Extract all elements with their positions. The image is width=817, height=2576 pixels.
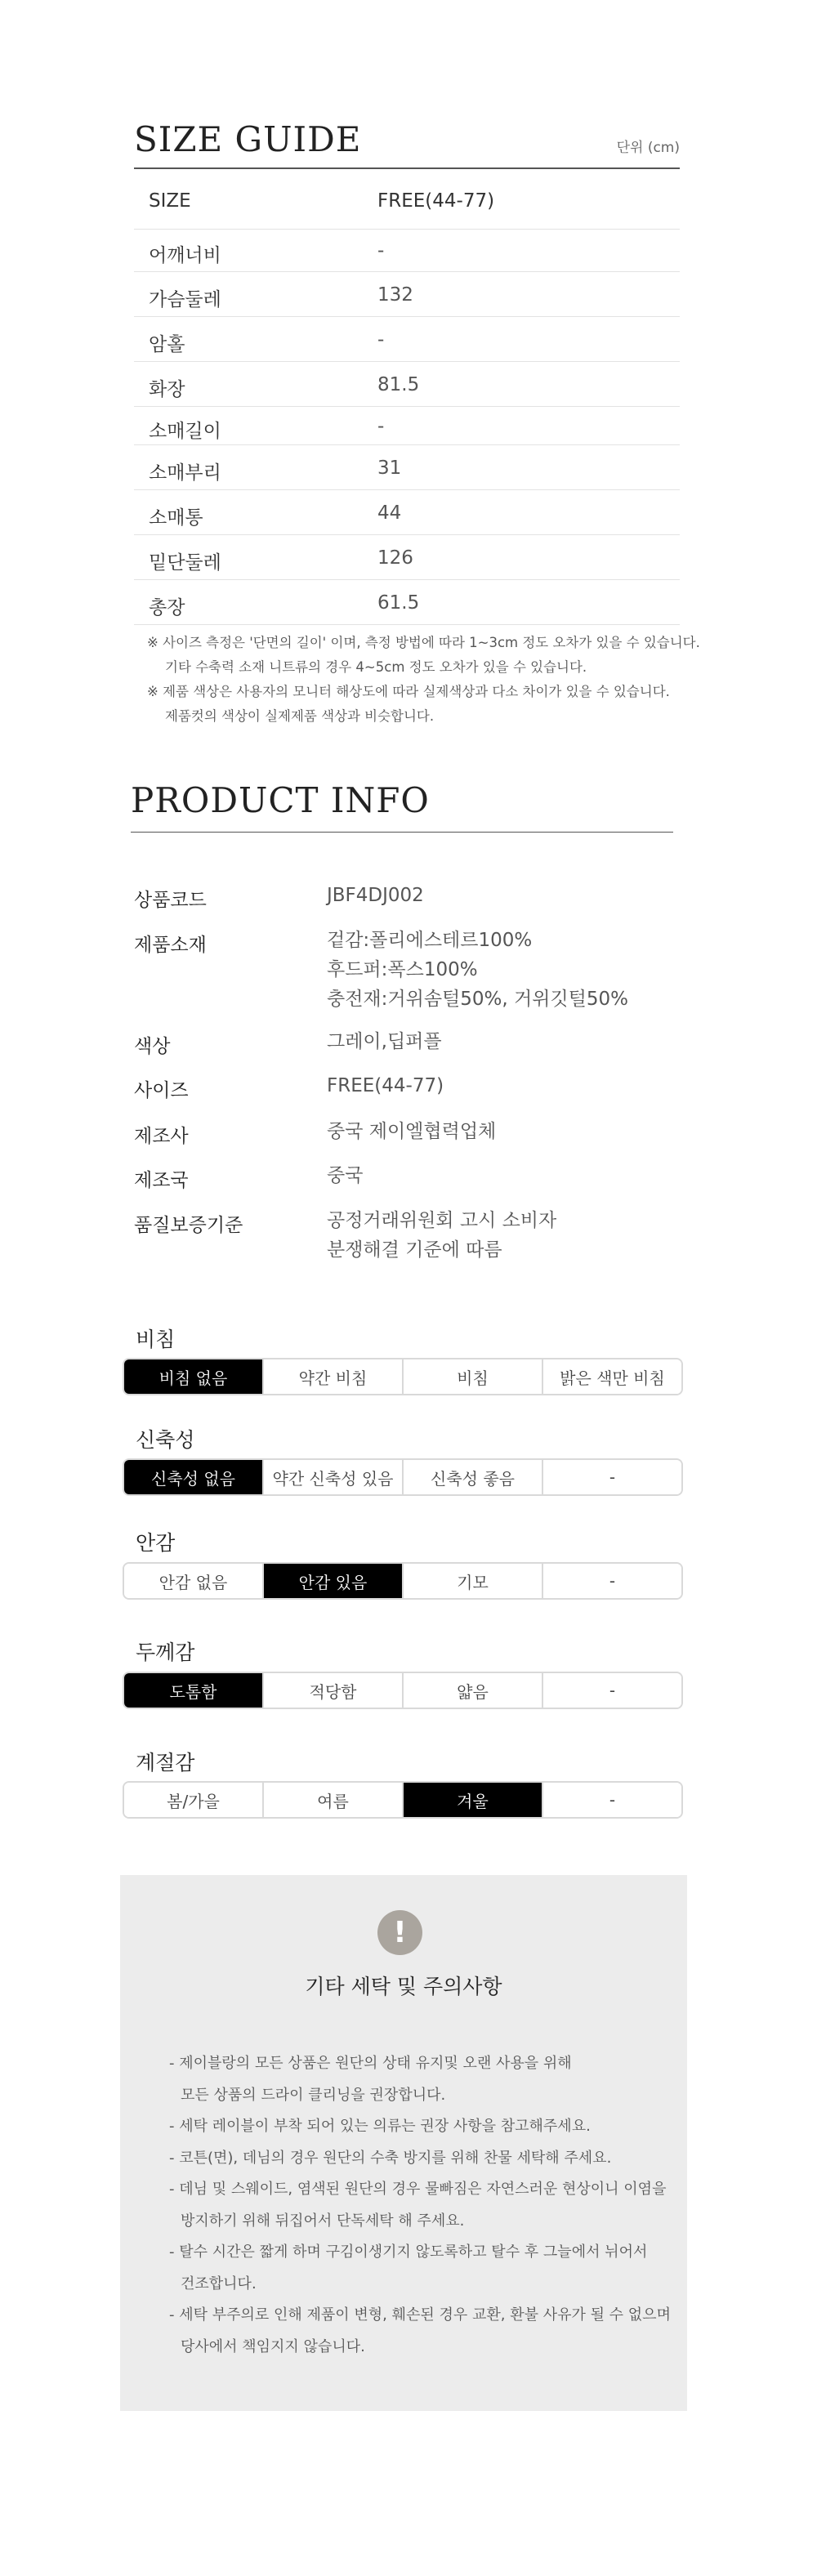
attribute-option: - [543, 1460, 681, 1494]
product-info-value-line: 후드퍼:폭스100% [327, 959, 478, 980]
size-row-label: 소매부리 [149, 462, 221, 484]
care-item-line: 모든 상품의 드라이 클리닝을 권장합니다. [181, 2086, 446, 2104]
size-notes [147, 631, 700, 729]
product-info-value-line: 공정거래위원회 고시 소비자 [327, 1210, 557, 1231]
product-info-value [327, 1206, 556, 1265]
product-info-label: 품질보증기준 [134, 1215, 243, 1236]
attribute-option: - [543, 1564, 681, 1598]
product-info-value-line: 충전재:거위솜털50%, 거위깃털50% [327, 989, 629, 1010]
care-notice-box [120, 1875, 687, 2411]
attribute-option: 비침 [404, 1359, 543, 1394]
size-table-row [134, 230, 680, 272]
size-row-label: 총장 [149, 597, 185, 618]
size-table-row [134, 535, 680, 580]
size-row-value: 61.5 [377, 592, 420, 614]
attribute-option: 적당함 [264, 1673, 404, 1708]
attribute-option: 여름 [264, 1783, 404, 1817]
attribute-option: 약간 비침 [264, 1359, 404, 1394]
attribute-label: 안감 [136, 1531, 176, 1555]
size-row-label: 암홀 [149, 334, 185, 355]
attribute-option: - [543, 1673, 681, 1708]
product-info-value-line: JBF4DJ002 [327, 885, 424, 906]
size-unit-label: 단위 (cm) [616, 140, 680, 156]
size-table-row [134, 580, 680, 625]
product-info-label: 제조국 [134, 1170, 189, 1191]
size-table-row [134, 362, 680, 407]
care-item [169, 2174, 671, 2237]
product-info-value-line: 분쟁해결 기준에 따름 [327, 1239, 502, 1261]
product-info-value [327, 881, 424, 910]
size-row-label: 소매통 [149, 507, 203, 529]
attribute-scale [123, 1781, 683, 1819]
product-info-label: 제조사 [134, 1126, 189, 1147]
product-info-value-line: 중국 제이엘협력업체 [327, 1121, 497, 1142]
size-row-value: 44 [377, 502, 402, 524]
attribute-label: 비침 [136, 1328, 176, 1351]
attribute-option: - [543, 1783, 681, 1817]
attribute-label: 두께감 [136, 1641, 195, 1664]
product-info-value [327, 1161, 363, 1190]
size-row-value: 81.5 [377, 374, 420, 395]
care-item [169, 2143, 671, 2175]
size-row-value: - [377, 416, 385, 437]
attribute-scale [123, 1672, 683, 1709]
care-item [169, 2111, 671, 2143]
attribute-option: 신축성 없음 [124, 1460, 264, 1494]
size-table-row [134, 490, 680, 535]
attribute-label: 신축성 [136, 1428, 195, 1452]
care-list [169, 2048, 671, 2363]
attribute-option: 안감 있음 [264, 1564, 404, 1598]
size-table-row [134, 407, 680, 445]
product-info-value [327, 1117, 496, 1146]
size-table-header-row [134, 169, 680, 230]
size-header-label: SIZE [149, 190, 191, 212]
size-row-value: - [377, 329, 385, 350]
size-note: 제품컷의 색상이 실제제품 색상과 비슷합니다. [165, 708, 435, 724]
care-item-line: - 세탁 레이블이 부착 되어 있는 의류는 권장 사항을 참고해주세요. [169, 2118, 591, 2135]
care-item-line: - 제이블랑의 모든 상품은 원단의 상태 유지및 오랜 사용을 위해 [169, 2055, 572, 2072]
care-item-line: - 세탁 부주의로 인해 제품이 변형, 훼손된 경우 교환, 환불 사유가 될 수 없으며 [169, 2306, 671, 2324]
product-info-label: 제품소재 [134, 935, 207, 956]
size-table-row [134, 317, 680, 362]
size-note: ※ 제품 색상은 사용자의 모니터 해상도에 따라 실제색상과 다소 차이가 있을 수 있습니다. [147, 684, 670, 699]
care-item [169, 2048, 671, 2111]
attribute-option: 겨울 [404, 1783, 543, 1817]
size-row-label: 화장 [149, 379, 185, 400]
care-item-line: - 코튼(면), 데님의 경우 원단의 수축 방지를 위해 찬물 세탁해 주세요. [169, 2149, 612, 2167]
care-item-line: 방지하기 위해 뒤집어서 단독세탁 해 주세요. [181, 2212, 465, 2230]
attribute-option: 밝은 색만 비침 [543, 1359, 681, 1394]
care-title: 기타 세탁 및 주의사항 [305, 1975, 502, 1998]
attribute-option: 얇음 [404, 1673, 543, 1708]
attribute-option: 봄/가을 [124, 1783, 264, 1817]
attribute-option: 안감 없음 [124, 1564, 264, 1598]
attribute-scale [123, 1358, 683, 1395]
size-row-label: 소매길이 [149, 421, 221, 442]
product-info-title: PRODUCT INFO [131, 780, 430, 820]
product-info-value-line: 그레이,딥퍼플 [327, 1031, 442, 1052]
attribute-option: 비침 없음 [124, 1359, 264, 1394]
size-row-label: 어깨너비 [149, 245, 221, 266]
attribute-scale [123, 1562, 683, 1600]
attribute-label: 계절감 [136, 1751, 195, 1775]
size-guide-title: SIZE GUIDE [134, 119, 362, 159]
product-info-value-line: FREE(44-77) [327, 1075, 444, 1096]
size-table [134, 169, 680, 625]
size-row-label: 가슴둘레 [149, 289, 221, 310]
product-info-label: 색상 [134, 1036, 171, 1057]
size-note: ※ 사이즈 측정은 '단면의 길이' 이며, 측정 방법에 따라 1~3cm 정도 오차가 있을 수 있습니다. [147, 635, 700, 650]
product-info-divider [131, 832, 673, 833]
size-table-body [134, 230, 680, 625]
size-table-row [134, 272, 680, 317]
care-item-line: 당사에서 책임지지 않습니다. [181, 2337, 365, 2355]
size-row-value: 31 [377, 458, 402, 479]
product-info-label: 사이즈 [134, 1080, 189, 1101]
exclamation-icon: ! [377, 1910, 422, 1955]
product-info-label: 상품코드 [134, 890, 207, 911]
product-info-value-line: 중국 [327, 1165, 364, 1186]
care-item-line: 건조합니다. [181, 2275, 257, 2293]
attribute-option: 도톰함 [124, 1673, 264, 1708]
product-info-value-line: 겉감:폴리에스테르100% [327, 930, 533, 951]
attribute-option: 기모 [404, 1564, 543, 1598]
size-table-row [134, 445, 680, 490]
size-header-value: FREE(44-77) [377, 190, 495, 212]
product-info-value [327, 1027, 442, 1056]
product-info-value [327, 1071, 444, 1100]
size-row-label: 밑단둘레 [149, 552, 221, 574]
size-row-value: - [377, 240, 385, 261]
size-row-value: 132 [377, 284, 413, 306]
product-info-value [327, 926, 628, 1014]
attribute-option: 약간 신축성 있음 [264, 1460, 404, 1494]
care-item-line: - 데님 및 스웨이드, 염색된 원단의 경우 물빠짐은 자연스러운 현상이니 이염을 [169, 2181, 667, 2198]
attribute-scale [123, 1458, 683, 1496]
attribute-option: 신축성 좋음 [404, 1460, 543, 1494]
care-item [169, 2300, 671, 2363]
care-item-line: - 탈수 시간은 짧게 하며 구김이생기지 않도록하고 탈수 후 그늘에서 뉘어서 [169, 2243, 648, 2261]
care-item [169, 2237, 671, 2300]
size-note: 기타 수축력 소재 니트류의 경우 4~5cm 정도 오차가 있을 수 있습니다. [165, 659, 587, 675]
size-row-value: 126 [377, 547, 413, 569]
